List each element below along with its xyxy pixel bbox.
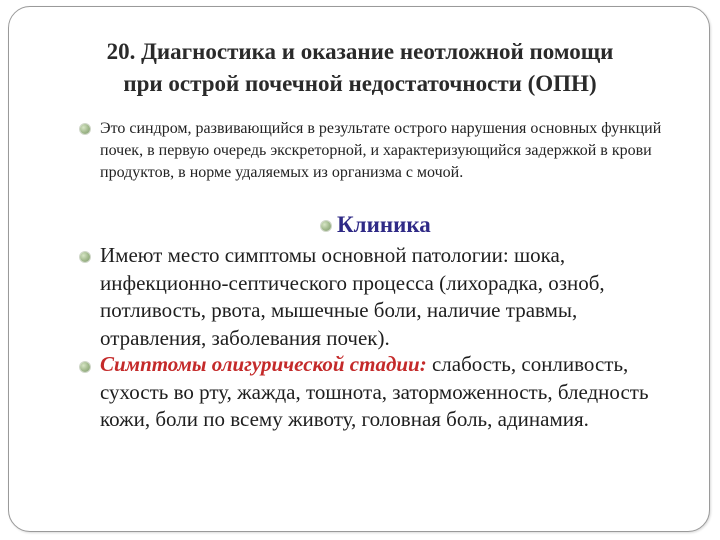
bullet-marker-icon xyxy=(80,124,90,134)
bullet-marker-icon xyxy=(80,252,90,262)
section-heading: Клиника xyxy=(337,212,431,237)
bullet-marker-icon xyxy=(321,221,331,231)
symptoms-bullet-2 xyxy=(100,351,660,434)
bullet-marker-icon xyxy=(80,362,90,372)
oliguric-stage-symptoms: слабость, сонливость, сухость во рту, жажда, тошнота, заторможенность, бледность кожи, боли по всему животу, головная боль, адинамия. xyxy=(100,352,649,431)
oliguric-stage-label: Симптомы олигурической стадии: xyxy=(100,352,427,376)
definition-text: Это синдром, развивающийся в результате острого нарушения основных функций почек, в первую очередь экскреторной, и характеризующийся задержкой в крови продуктов, в норме удаляемых из организма с мочой. xyxy=(100,120,662,181)
title-line-1: 20. Диагностика и оказание неотложной помощи xyxy=(106,39,614,64)
title-line-2: при острой почечной недостаточности (ОПН) xyxy=(123,71,597,96)
slide-title xyxy=(40,36,680,100)
symptoms-bullet-1: Имеют место симптомы основной патологии: шока, инфекционно-септического процесса (лихорадка, озноб, потливость, рвота, мышечные боли, наличие травмы, отравления, заболевания почек). xyxy=(100,243,605,350)
